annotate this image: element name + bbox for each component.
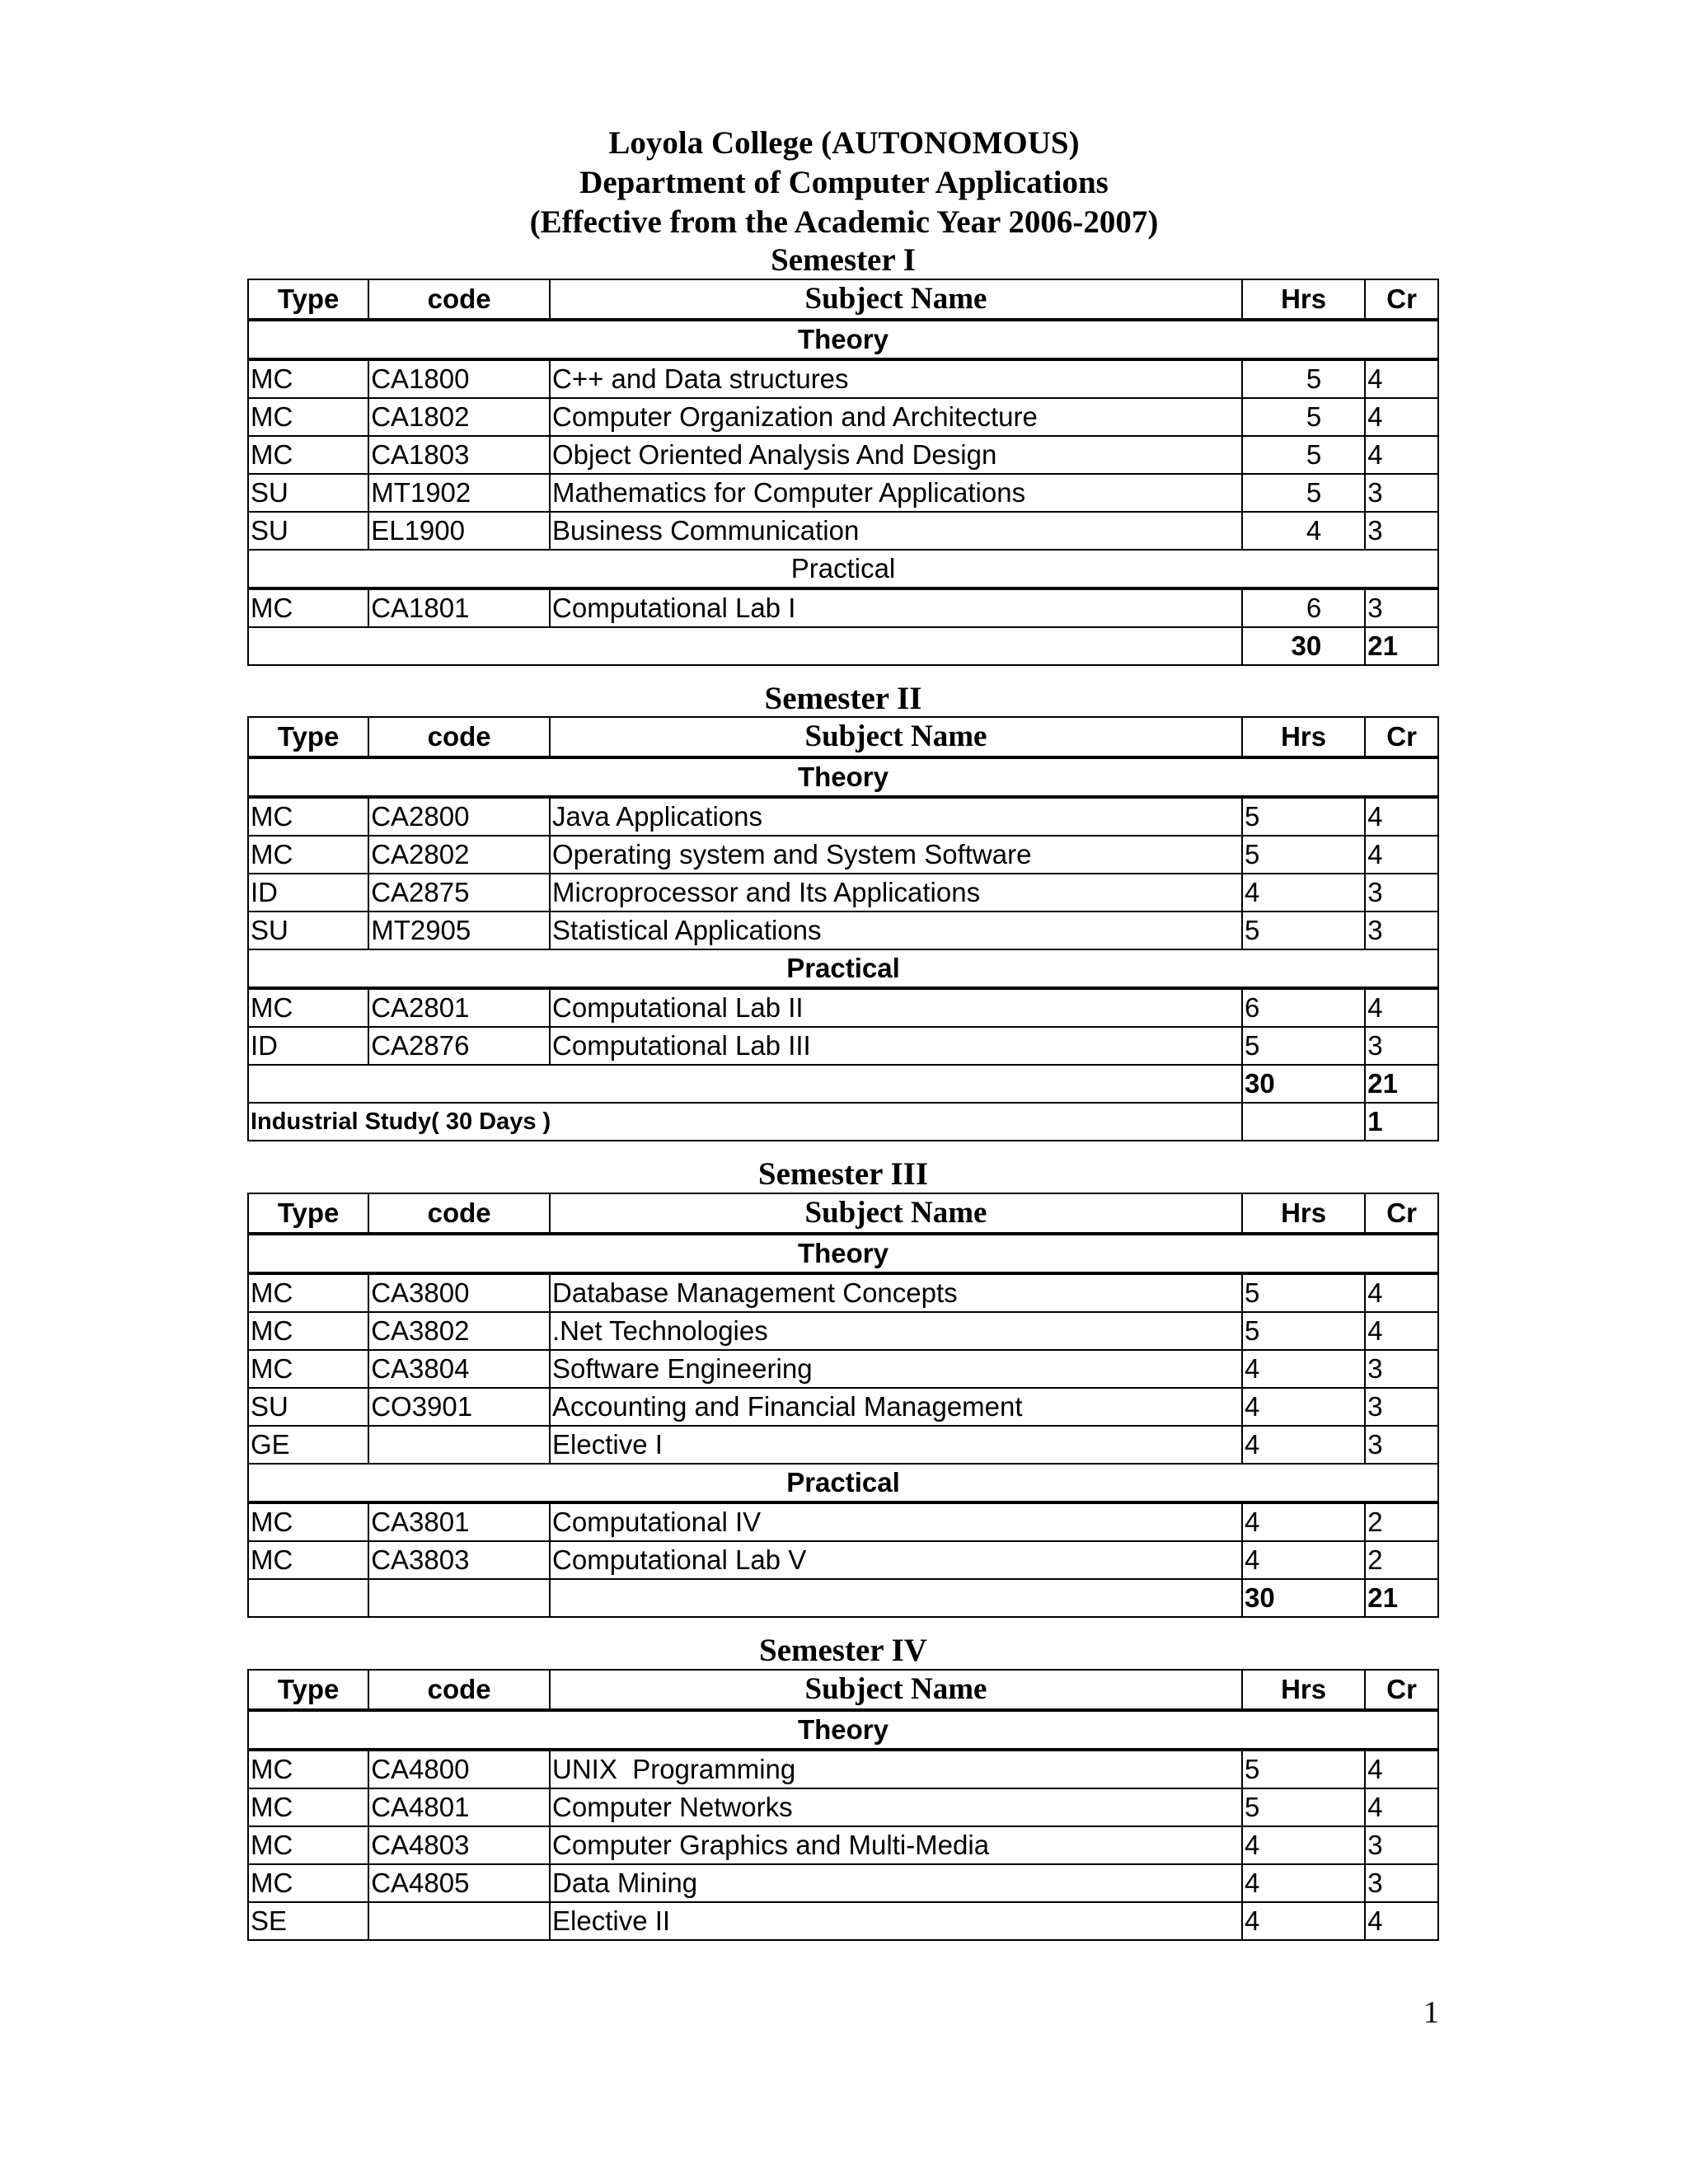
cr-cell: 4 (1365, 988, 1438, 1027)
code-cell: CA1801 (368, 588, 550, 627)
type-cell: SU (248, 1388, 368, 1426)
section-theory: Theory (248, 1234, 1438, 1273)
hrs-cell: 4 (1242, 1426, 1365, 1464)
hrs-cell: 4 (1242, 1902, 1365, 1940)
cr-cell: 3 (1365, 512, 1438, 550)
type-cell: SU (248, 912, 368, 949)
hrs-cell: 5 (1242, 1273, 1365, 1312)
total-row (248, 627, 1438, 665)
table-row (248, 1826, 1438, 1864)
subject-cell: Computational Lab III (550, 1027, 1242, 1065)
col-subject-header: Subject Name (550, 717, 1242, 757)
col-code-header: code (368, 717, 550, 757)
code-cell: CA1803 (368, 436, 550, 474)
type-cell: MC (248, 1750, 368, 1788)
col-cr-header: Cr (1365, 1670, 1438, 1710)
semester-2-title: Semester II (764, 681, 922, 716)
cr-cell: 2 (1365, 1502, 1438, 1541)
subject-cell: Accounting and Financial Management (550, 1388, 1242, 1426)
cr-cell: 4 (1365, 1312, 1438, 1350)
subject-cell: Computational Lab I (550, 588, 1242, 627)
type-cell: SE (248, 1902, 368, 1940)
table-row (248, 1788, 1438, 1826)
code-cell: CA4800 (368, 1750, 550, 1788)
type-cell: MC (248, 1350, 368, 1388)
cr-cell: 3 (1365, 912, 1438, 949)
hrs-cell: 4 (1242, 1541, 1365, 1579)
table-row (248, 836, 1438, 874)
total-hrs-cell: 30 (1242, 627, 1365, 665)
col-type-header: Type (248, 1193, 368, 1234)
col-subject-header: Subject Name (550, 279, 1242, 320)
table-row (248, 1273, 1438, 1312)
code-cell: CA2801 (368, 988, 550, 1027)
cr-cell: 3 (1365, 1027, 1438, 1065)
section-theory: Theory (248, 1710, 1438, 1750)
col-type-header: Type (248, 1670, 368, 1710)
semester-4-title: Semester IV (759, 1633, 927, 1668)
code-cell: CA1802 (368, 398, 550, 436)
hrs-cell: 6 (1242, 588, 1365, 627)
table-header-row (248, 717, 1438, 757)
subject-cell: Microprocessor and Its Applications (550, 874, 1242, 912)
subject-cell: Computational Lab II (550, 988, 1242, 1027)
total-cr-cell: 21 (1365, 1579, 1438, 1617)
industrial-study-label: Industrial Study( 30 Days ) (248, 1103, 1242, 1141)
col-type-header: Type (248, 717, 368, 757)
cr-cell: 4 (1365, 1750, 1438, 1788)
subject-cell: Elective I (550, 1426, 1242, 1464)
hrs-cell: 5 (1242, 1027, 1365, 1065)
code-cell: MT1902 (368, 474, 550, 512)
col-hrs-header: Hrs (1242, 717, 1365, 757)
total-hrs-cell: 30 (1242, 1579, 1365, 1617)
subject-cell: UNIX Programming (550, 1750, 1242, 1788)
type-cell: MC (248, 588, 368, 627)
hrs-cell: 4 (1242, 1826, 1365, 1864)
type-cell: SU (248, 512, 368, 550)
hrs-cell: 5 (1242, 398, 1365, 436)
hrs-cell: 5 (1242, 359, 1365, 398)
code-cell: CA4801 (368, 1788, 550, 1826)
col-code-header: code (368, 279, 550, 320)
code-cell (368, 1902, 550, 1940)
hrs-cell: 5 (1242, 912, 1365, 949)
code-cell: CA3800 (368, 1273, 550, 1312)
section-practical: Practical (248, 1464, 1438, 1502)
table-row (248, 1312, 1438, 1350)
subject-cell: .Net Technologies (550, 1312, 1242, 1350)
semester-2-table (247, 716, 1439, 1141)
subject-cell: Elective II (550, 1902, 1242, 1940)
subject-cell: Software Engineering (550, 1350, 1242, 1388)
table-row (248, 398, 1438, 436)
type-cell: MC (248, 836, 368, 874)
code-cell: CA3802 (368, 1312, 550, 1350)
table-row (248, 359, 1438, 398)
hrs-cell: 5 (1242, 836, 1365, 874)
code-cell: CA2800 (368, 797, 550, 836)
subject-cell: Computational Lab V (550, 1541, 1242, 1579)
subject-cell: C++ and Data structures (550, 359, 1242, 398)
code-cell: CA3804 (368, 1350, 550, 1388)
type-cell: MC (248, 1312, 368, 1350)
total-cr-cell: 21 (1365, 1065, 1438, 1103)
cr-cell: 4 (1365, 1273, 1438, 1312)
col-cr-header: Cr (1365, 717, 1438, 757)
type-cell: SU (248, 474, 368, 512)
table-row (248, 588, 1438, 627)
code-cell: CO3901 (368, 1388, 550, 1426)
table-row (248, 1502, 1438, 1541)
subject-cell: Java Applications (550, 797, 1242, 836)
col-hrs-header: Hrs (1242, 279, 1365, 320)
subject-cell: Object Oriented Analysis And Design (550, 436, 1242, 474)
industrial-cr-cell: 1 (1365, 1103, 1438, 1141)
type-cell: MC (248, 1864, 368, 1902)
industrial-hrs-cell (1242, 1103, 1365, 1141)
col-subject-header: Subject Name (550, 1193, 1242, 1234)
hrs-cell: 5 (1242, 474, 1365, 512)
table-row (248, 1750, 1438, 1788)
semester-3-table (247, 1193, 1439, 1618)
col-subject-header: Subject Name (550, 1670, 1242, 1710)
code-cell: CA3801 (368, 1502, 550, 1541)
type-cell: MC (248, 1788, 368, 1826)
col-cr-header: Cr (1365, 1193, 1438, 1234)
type-cell: MC (248, 988, 368, 1027)
code-cell: CA4805 (368, 1864, 550, 1902)
table-row (248, 912, 1438, 949)
semester-1-title: Semester I (771, 242, 916, 278)
type-cell: MC (248, 1826, 368, 1864)
subject-cell: Computer Organization and Architecture (550, 398, 1242, 436)
hrs-cell: 5 (1242, 1750, 1365, 1788)
hrs-cell: 5 (1242, 436, 1365, 474)
col-hrs-header: Hrs (1242, 1670, 1365, 1710)
cr-cell: 4 (1365, 1902, 1438, 1940)
semester-4-table (247, 1669, 1439, 1941)
col-type-header: Type (248, 279, 368, 320)
hrs-cell: 4 (1242, 1350, 1365, 1388)
cr-cell: 4 (1365, 398, 1438, 436)
code-cell: CA3803 (368, 1541, 550, 1579)
type-cell: MC (248, 398, 368, 436)
cr-cell: 3 (1365, 1826, 1438, 1864)
department-name: Department of Computer Applications (579, 165, 1109, 200)
cr-cell: 3 (1365, 474, 1438, 512)
semester-1-table (247, 279, 1439, 666)
hrs-cell: 4 (1242, 1502, 1365, 1541)
table-row (248, 1350, 1438, 1388)
table-row (248, 1388, 1438, 1426)
cr-cell: 4 (1365, 797, 1438, 836)
code-cell: EL1900 (368, 512, 550, 550)
table-row (248, 1541, 1438, 1579)
table-row (248, 1426, 1438, 1464)
subject-cell: Data Mining (550, 1864, 1242, 1902)
cr-cell: 4 (1365, 836, 1438, 874)
cr-cell: 3 (1365, 588, 1438, 627)
hrs-cell: 4 (1242, 1864, 1365, 1902)
total-row (248, 1579, 1438, 1617)
code-cell: CA2802 (368, 836, 550, 874)
col-cr-header: Cr (1365, 279, 1438, 320)
hrs-cell: 4 (1242, 1388, 1365, 1426)
type-cell: MC (248, 436, 368, 474)
code-cell (368, 1426, 550, 1464)
cr-cell: 3 (1365, 874, 1438, 912)
table-row (248, 797, 1438, 836)
hrs-cell: 5 (1242, 1312, 1365, 1350)
subject-cell: Business Communication (550, 512, 1242, 550)
industrial-study-row (248, 1103, 1438, 1141)
page-number: 1 (1423, 1995, 1439, 2030)
total-label-cell (248, 1065, 1242, 1103)
effective-year: (Effective from the Academic Year 2006-2007) (529, 204, 1159, 240)
code-cell: CA2876 (368, 1027, 550, 1065)
subject-cell: Database Management Concepts (550, 1273, 1242, 1312)
cr-cell: 2 (1365, 1541, 1438, 1579)
table-row (248, 1902, 1438, 1940)
hrs-cell: 4 (1242, 512, 1365, 550)
subject-cell: Computer Graphics and Multi-Media (550, 1826, 1242, 1864)
table-header-row (248, 279, 1438, 320)
total-code-cell (368, 1579, 550, 1617)
code-cell: CA4803 (368, 1826, 550, 1864)
col-code-header: code (368, 1193, 550, 1234)
subject-cell: Statistical Applications (550, 912, 1242, 949)
table-row (248, 436, 1438, 474)
hrs-cell: 6 (1242, 988, 1365, 1027)
type-cell: ID (248, 1027, 368, 1065)
hrs-cell: 5 (1242, 797, 1365, 836)
subject-cell: Computer Networks (550, 1788, 1242, 1826)
total-type-cell (248, 1579, 368, 1617)
semester-3-title: Semester III (757, 1156, 929, 1192)
cr-cell: 3 (1365, 1426, 1438, 1464)
cr-cell: 3 (1365, 1350, 1438, 1388)
section-theory: Theory (248, 757, 1438, 797)
table-header-row (248, 1670, 1438, 1710)
cr-cell: 4 (1365, 436, 1438, 474)
col-hrs-header: Hrs (1242, 1193, 1365, 1234)
table-row (248, 874, 1438, 912)
section-practical: Practical (248, 550, 1438, 588)
type-cell: GE (248, 1426, 368, 1464)
table-row (248, 512, 1438, 550)
type-cell: MC (248, 1541, 368, 1579)
total-cr-cell: 21 (1365, 627, 1438, 665)
table-row (248, 1864, 1438, 1902)
cr-cell: 3 (1365, 1864, 1438, 1902)
cr-cell: 3 (1365, 1388, 1438, 1426)
table-row (248, 988, 1438, 1027)
hrs-cell: 5 (1242, 1788, 1365, 1826)
cr-cell: 4 (1365, 1788, 1438, 1826)
table-row (248, 1027, 1438, 1065)
total-row (248, 1065, 1438, 1103)
section-practical: Practical (248, 949, 1438, 988)
type-cell: MC (248, 1502, 368, 1541)
total-hrs-cell: 30 (1242, 1065, 1365, 1103)
college-name: Loyola College (AUTONOMOUS) (608, 125, 1080, 161)
code-cell: CA1800 (368, 359, 550, 398)
code-cell: CA2875 (368, 874, 550, 912)
col-code-header: code (368, 1670, 550, 1710)
total-label-cell (248, 627, 1242, 665)
table-row (248, 474, 1438, 512)
subject-cell: Operating system and System Software (550, 836, 1242, 874)
type-cell: MC (248, 359, 368, 398)
cr-cell: 4 (1365, 359, 1438, 398)
section-theory: Theory (248, 320, 1438, 359)
type-cell: ID (248, 874, 368, 912)
subject-cell: Mathematics for Computer Applications (550, 474, 1242, 512)
total-subject-cell (550, 1579, 1242, 1617)
code-cell: MT2905 (368, 912, 550, 949)
hrs-cell: 4 (1242, 874, 1365, 912)
table-header-row (248, 1193, 1438, 1234)
subject-cell: Computational IV (550, 1502, 1242, 1541)
type-cell: MC (248, 797, 368, 836)
type-cell: MC (248, 1273, 368, 1312)
